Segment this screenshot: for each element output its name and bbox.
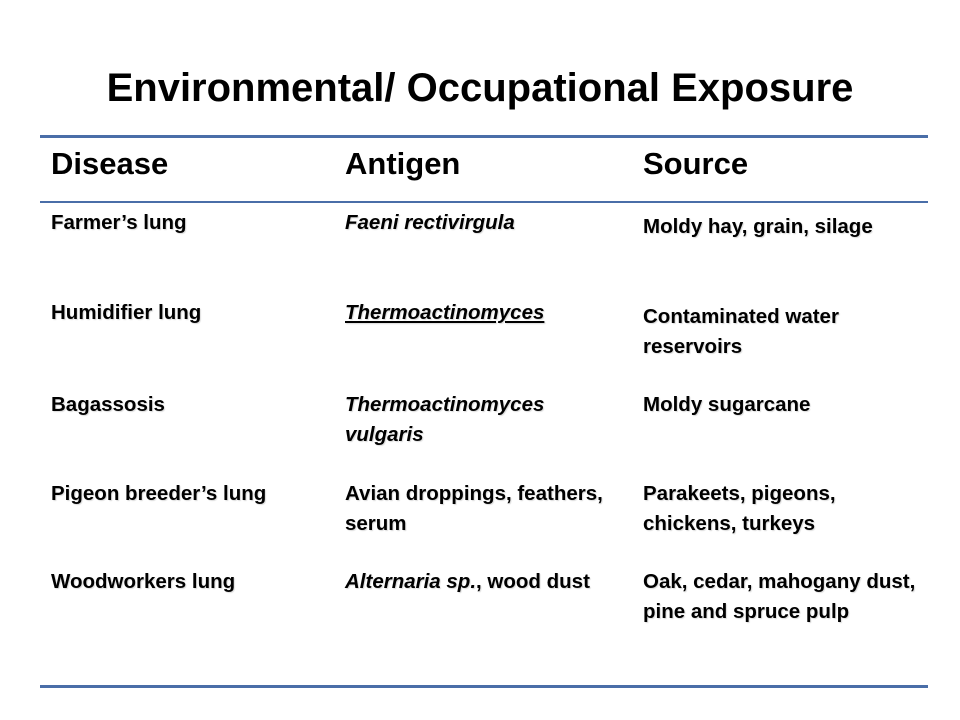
cell-source: Oak, cedar, mahogany dust, pine and spruce pulp	[643, 570, 916, 623]
cell-source: Moldy sugarcane	[643, 393, 811, 416]
header-antigen: Antigen	[345, 146, 461, 181]
table-top-rule	[40, 135, 928, 138]
cell-antigen	[345, 567, 610, 597]
cell-antigen: Faeni rectivirgula	[345, 211, 515, 234]
cell-source: Moldy hay, grain, silage	[643, 215, 873, 238]
antigen-rest-text: , wood dust	[476, 570, 590, 593]
cell-antigen: Thermoactinomyces	[345, 301, 545, 324]
cell-antigen: Avian droppings, feathers, serum	[345, 482, 603, 535]
cell-source: Contaminated water reservoirs	[643, 305, 839, 358]
cell-disease: Bagassosis	[51, 393, 165, 416]
header-source: Source	[643, 146, 749, 181]
cell-disease: Farmer’s lung	[51, 211, 187, 234]
cell-disease: Pigeon breeder’s lung	[51, 482, 267, 505]
header-divider	[40, 201, 928, 203]
cell-antigen: Thermoactinomyces vulgaris	[345, 393, 545, 446]
antigen-italic-text: Alternaria sp.	[345, 570, 477, 593]
table-bottom-rule	[40, 685, 928, 688]
cell-disease: Woodworkers lung	[51, 570, 236, 593]
cell-disease: Humidifier lung	[51, 301, 202, 324]
header-disease: Disease	[51, 146, 169, 181]
page-title: Environmental/ Occupational Exposure	[106, 66, 854, 110]
cell-source: Parakeets, pigeons, chickens, turkeys	[643, 482, 836, 535]
